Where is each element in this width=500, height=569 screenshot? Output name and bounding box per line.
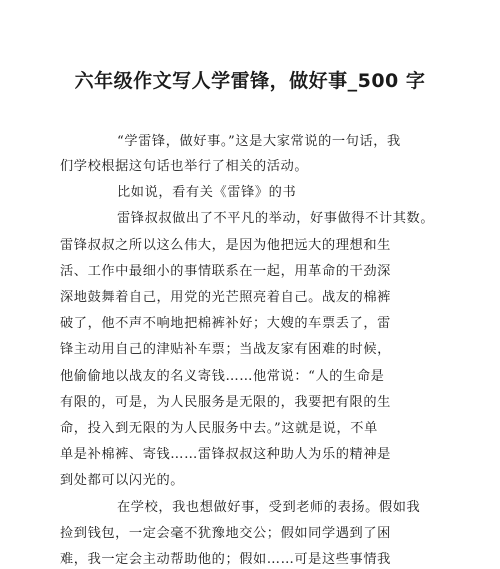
- paragraph-line: 命，投入到无限的为人民服务中去。”这就是说，不单: [60, 421, 378, 436]
- paragraph-line: 雷锋叔叔之所以这么伟大，是因为他把远大的理想和生: [60, 238, 391, 253]
- paragraph-line: 比如说，看有关《雷锋》的书: [117, 185, 297, 200]
- document-title: 六年级作文写人学雷锋，做好事_500 字: [74, 70, 426, 92]
- paragraph-line: 在学校，我也想做好事，受到老师的表扬。假如我: [117, 500, 421, 515]
- paragraph-line: 捡到钱包，一定会毫不犹豫地交公；假如同学遇到了困: [60, 526, 391, 541]
- paragraph-line: “学雷锋，做好事。”这是大家常说的一句话，我: [117, 134, 401, 149]
- paragraph-line: 锋主动用自己的津贴补车票；当战友家有困难的时候，: [60, 342, 391, 357]
- paragraph-line: 活、工作中最细小的事情联系在一起，用革命的干劲深: [60, 264, 391, 279]
- paragraph-line: 有限的，可是，为人民服务是无限的，我要把有限的生: [60, 395, 391, 410]
- paragraph-line: 破了，他不声不响地把棉裤补好；大嫂的车票丢了，雷: [60, 316, 391, 331]
- paragraph-line: 到处都可以闪光的。: [60, 473, 185, 488]
- paragraph-line: 单是补棉裤、寄钱……雷锋叔叔这种助人为乐的精神是: [60, 447, 391, 462]
- paragraph-line: 们学校根据这句话也举行了相关的活动。: [60, 159, 309, 174]
- paragraph-line: 难，我一定会主动帮助他的；假如……可是这些事情我: [60, 552, 391, 567]
- paragraph-line: 他偷偷地以战友的名义寄钱……他常说：“人的生命是: [60, 369, 385, 384]
- paragraph-line: 深地鼓舞着自己，用党的光芒照亮着自己。战友的棉裤: [60, 290, 391, 305]
- paragraph-line: 雷锋叔叔做出了不平凡的举动，好事做得不计其数。: [117, 211, 435, 226]
